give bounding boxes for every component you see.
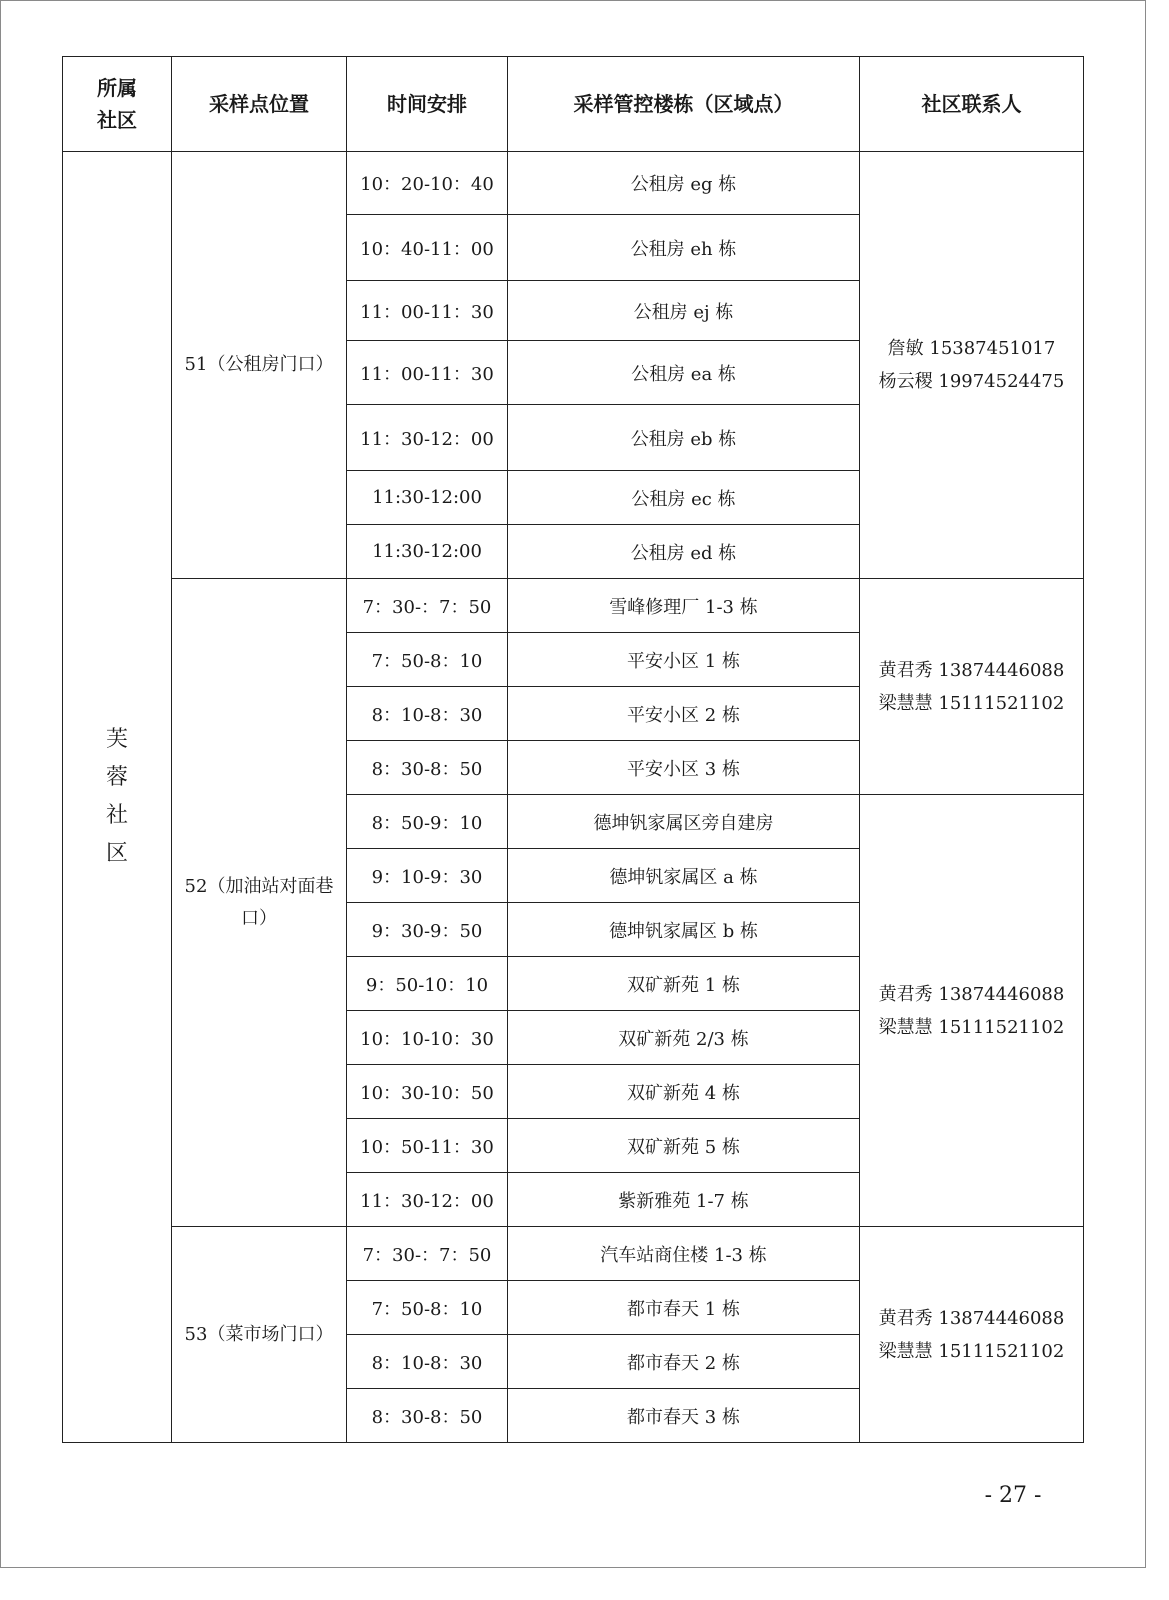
table-row [63, 579, 1084, 633]
time-slot-cell: 10：50-11：30 [347, 1119, 508, 1173]
page-number: - 27 - [984, 1483, 1042, 1508]
header-community-text: 所属社区 [97, 76, 137, 132]
time-slot-cell: 11:30-12:00 [347, 471, 508, 525]
time-slot-cell: 9：10-9：30 [347, 849, 508, 903]
time-slot-cell: 10：10-10：30 [347, 1011, 508, 1065]
time-slot-cell: 10：20-10：40 [347, 152, 508, 215]
header-community [63, 57, 172, 152]
building-cell: 平安小区 1 栋 [508, 633, 860, 687]
contact-cell [860, 795, 1084, 1227]
header-contacts: 社区联系人 [860, 57, 1084, 152]
building-cell: 双矿新苑 4 栋 [508, 1065, 860, 1119]
time-slot-cell: 8：10-8：30 [347, 687, 508, 741]
time-slot-cell: 8：30-8：50 [347, 741, 508, 795]
time-slot-cell: 11：00-11：30 [347, 281, 508, 341]
time-slot-cell: 7：50-8：10 [347, 633, 508, 687]
header-row [63, 57, 1084, 152]
time-slot-cell: 9：50-10：10 [347, 957, 508, 1011]
contact-cell [860, 152, 1084, 579]
community-char: 芙 [105, 727, 128, 752]
header-buildings: 采样管控楼栋（区域点） [508, 57, 860, 152]
contact-entry: 杨云稷 19974524475 [878, 371, 1065, 392]
building-cell: 紫新雅苑 1-7 栋 [508, 1173, 860, 1227]
contact-entry: 詹敏 15387451017 [887, 338, 1056, 359]
building-cell: 双矿新苑 1 栋 [508, 957, 860, 1011]
site-location-cell: 52（加油站对面巷口） [172, 579, 347, 1227]
contact-entry: 梁慧慧 15111521102 [878, 1016, 1065, 1038]
site-location-cell: 51（公租房门口） [172, 152, 347, 579]
time-slot-cell: 10：30-10：50 [347, 1065, 508, 1119]
schedule-body [63, 152, 1084, 1443]
building-cell: 公租房 eg 栋 [508, 152, 860, 215]
building-cell: 公租房 eh 栋 [508, 215, 860, 281]
building-cell: 德坤钒家属区旁自建房 [508, 795, 860, 849]
community-char: 社 [105, 803, 128, 828]
community-char: 蓉 [105, 765, 128, 790]
building-cell: 公租房 ed 栋 [508, 525, 860, 579]
time-slot-cell: 11：00-11：30 [347, 341, 508, 405]
building-cell: 双矿新苑 2/3 栋 [508, 1011, 860, 1065]
contact-entry: 黄君秀 13874446088 [878, 1307, 1065, 1329]
building-cell: 都市春天 2 栋 [508, 1335, 860, 1389]
site-location-cell: 53（菜市场门口） [172, 1227, 347, 1443]
time-slot-cell: 7：30-：7：50 [347, 1227, 508, 1281]
time-slot-cell: 11:30-12:00 [347, 525, 508, 579]
building-cell: 公租房 eb 栋 [508, 405, 860, 471]
contact-entry: 梁慧慧 15111521102 [878, 1340, 1065, 1362]
building-cell: 都市春天 1 栋 [508, 1281, 860, 1335]
building-cell: 平安小区 3 栋 [508, 741, 860, 795]
time-slot-cell: 10：40-11：00 [347, 215, 508, 281]
contact-cell [860, 1227, 1084, 1443]
header-location: 采样点位置 [172, 57, 347, 152]
time-slot-cell: 7：50-8：10 [347, 1281, 508, 1335]
time-slot-cell: 8：10-8：30 [347, 1335, 508, 1389]
building-cell: 公租房 ej 栋 [508, 281, 860, 341]
time-slot-cell: 11：30-12：00 [347, 1173, 508, 1227]
contact-entry: 黄君秀 13874446088 [878, 659, 1065, 681]
building-cell: 公租房 ea 栋 [508, 341, 860, 405]
time-slot-cell: 11：30-12：00 [347, 405, 508, 471]
table-row [63, 1227, 1084, 1281]
time-slot-cell: 7：30-：7：50 [347, 579, 508, 633]
building-cell: 双矿新苑 5 栋 [508, 1119, 860, 1173]
sampling-schedule-table [62, 56, 1084, 1443]
building-cell: 德坤钒家属区 b 栋 [508, 903, 860, 957]
time-slot-cell: 8：50-9：10 [347, 795, 508, 849]
building-cell: 公租房 ec 栋 [508, 471, 860, 525]
header-time: 时间安排 [347, 57, 508, 152]
contact-entry: 黄君秀 13874446088 [878, 983, 1065, 1005]
contact-entry: 梁慧慧 15111521102 [878, 692, 1065, 714]
building-cell: 都市春天 3 栋 [508, 1389, 860, 1443]
contact-cell [860, 579, 1084, 795]
community-cell [63, 152, 172, 1443]
community-char: 区 [105, 841, 128, 866]
time-slot-cell: 9：30-9：50 [347, 903, 508, 957]
building-cell: 汽车站商住楼 1-3 栋 [508, 1227, 860, 1281]
building-cell: 德坤钒家属区 a 栋 [508, 849, 860, 903]
building-cell: 平安小区 2 栋 [508, 687, 860, 741]
time-slot-cell: 8：30-8：50 [347, 1389, 508, 1443]
building-cell: 雪峰修理厂 1-3 栋 [508, 579, 860, 633]
table-row [63, 152, 1084, 215]
